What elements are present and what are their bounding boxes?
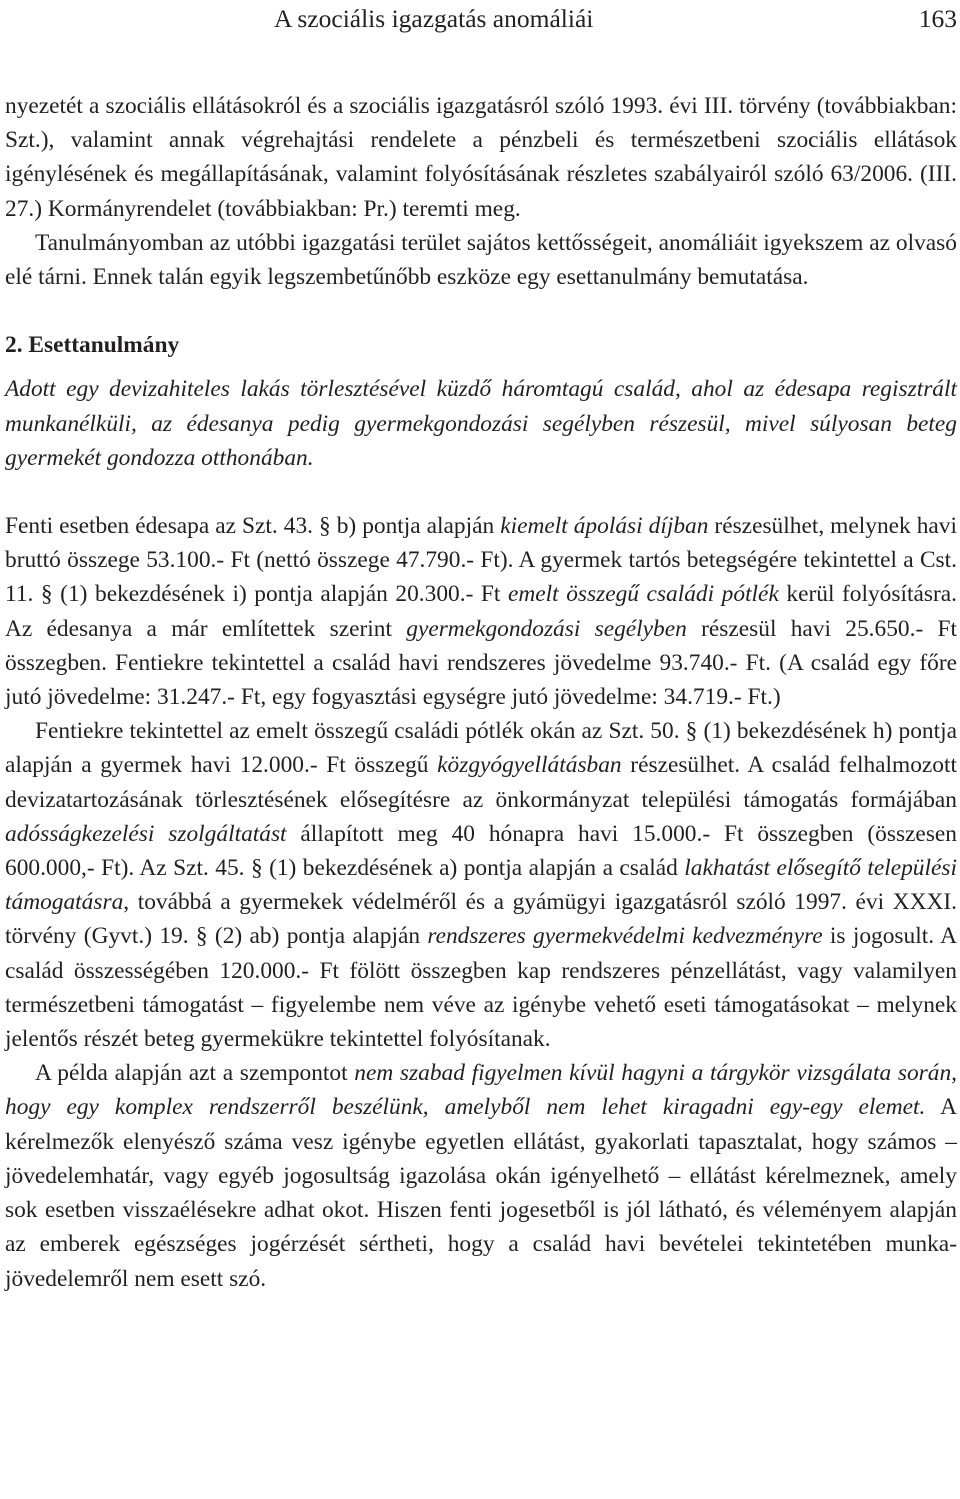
text-run: részesülhet, melynek havi bruttó összege 53.100.- Ft (nettó összege 47.790.- Ft). A gyermek tartós betegségére tekintettel a Cst. 11. § (1) bekezdésének i) pontja alapján 20.300.- Ft (5, 513, 957, 608)
italic-term: rendszeres gyermekvédelmi kedvezményre (427, 923, 823, 950)
book-page (5, 0, 957, 1296)
running-title: A szociális igazgatás anomáliái (274, 4, 594, 33)
italic-term: kiemelt ápolási díjban (500, 513, 709, 540)
text-run: Fenti esetben édesapa az Szt. 43. § b) pontja alapján (5, 513, 501, 540)
text-run: állapított meg 40 hónapra havi 15.000.- Ft összegben (összesen 600.000,- Ft). Az Szt. 45. § (1) bekezdésének a) pontja alapján a család (5, 820, 957, 882)
intro-paragraph-1: nyezetét a szociális ellátásokról és a szociális igazgatásról szóló 1993. évi III. törvény (továbbiakban: Szt.), valamint annak végrehajtási rendelete a pénzbeli és természetbeni szociális ellátások igénylésének és megállapításának, valamint folyósításának részletes szabályairól szóló 63/2006. (III. 27.) Kormányrendelet (továbbiakban: Pr.) teremti meg. (5, 93, 957, 222)
text-run: , továbbá a gyermekek védelméről és a gyámügyi igazgatásról szóló 1997. évi XXXI. törvény (Gyvt.) 19. § (2) ab) pontja alapján (5, 889, 957, 950)
italic-term: lakhatást elősegítő települési támogatásra (5, 855, 957, 916)
text-run: kerül folyósításra. Az édesanya a már említettek szerint (5, 581, 957, 642)
section-heading: 2. Esettanulmány (5, 332, 180, 359)
italic-term: gyermekgondozási segélyben (406, 615, 687, 642)
intro-paragraph-2: Tanulmányomban az utóbbi igazgatási terület sajátos kettősségeit, anomáliáit igyekszem az olvasó elé tárni. Ennek talán egyik legszembetűnőbb eszköze egy esettanulmány bemutatása. (5, 229, 957, 291)
italic-term: nem szabad figyelmen kívül hagyni a tárgykör vizsgálata során, hogy egy komplex rendszerről beszélünk, amelyből nem lehet kiragadni egy-egy elemet. (5, 1060, 957, 1121)
body-paragraph-1 (5, 509, 957, 714)
body-paragraph-2 (5, 714, 957, 1056)
text-run: részesülhet. A család felhalmozott devizatartozásának törlesztésének elősegítésre az önkormányzat települési támogatás formájában (5, 752, 957, 813)
italic-term: közgyógyellátásban (437, 752, 622, 779)
text-run: A kérelmezők elenyésző száma vesz igénybe egyetlen ellátást, gyakorlati tapasztalat, hogy számos – jövedelemhatár, vagy egyéb jogosultság igazolása okán igényelhető – ellátást kérelmeznek, amely sok esetben visszaélésekre adhat okot. Hiszen fenti jogesetből is jól látható, és véleményem alapján az emberek egészséges jogérzését sértheti, hogy a család havi bevételei tekintetében munkajövedelemről nem esett szó. (5, 1094, 957, 1292)
text-run: Fentiekre tekintettel az emelt összegű családi pótlék okán az Szt. 50. § (1) bekezdésének h) pontja alapján a gyermek havi 12.000.- Ft összegű (5, 718, 957, 779)
page-header (5, 4, 957, 40)
body-paragraph-3 (5, 1056, 957, 1295)
page-content (5, 89, 957, 1296)
italic-term: emelt összegű családi pótlék (508, 581, 779, 608)
text-run: is jogosult. A család összességében 120.000.- Ft fölött összegben kap rendszeres pénzellátást, vagy valamilyen természetbeni támogatást – figyelembe nem véve az igénybe vehető eseti támogatásokat – melynek jelentős részét beteg gyermekükre tekintettel folyósítanak. (5, 923, 957, 1053)
case-description: Adott egy devizahiteles lakás törlesztésével küzdő háromtagú család, ahol az édesapa regisztrált munkanélküli, az édesanya pedig gyermekgondozási segélyben részesül, mivel súlyosan beteg gyermekét gondozza otthonában. (5, 376, 957, 471)
text-run: részesül havi 25.650.- Ft összegben. Fentiekre tekintettel a család havi rendszeres jövedelme 93.740.- Ft. (A család egy főre jutó jövedelme: 31.247.- Ft, egy fogyasztási egységre jutó jövedelme: 34.719.- Ft.) (5, 615, 958, 711)
page-number: 163 (918, 4, 957, 33)
text-run: A példa alapján azt a szempontot (35, 1060, 355, 1087)
italic-term: adósságkezelési szolgáltatást (5, 820, 287, 847)
